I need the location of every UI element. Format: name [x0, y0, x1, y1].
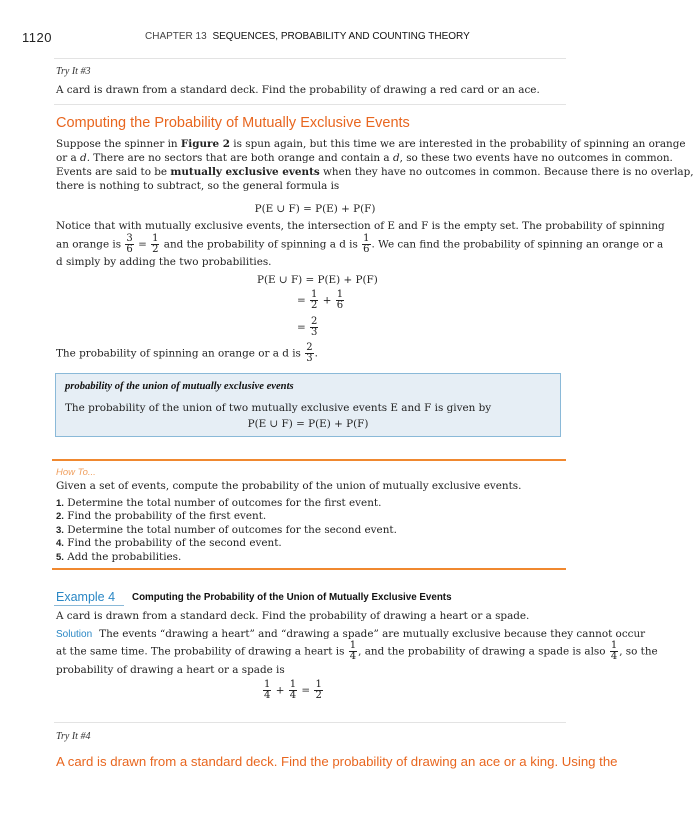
how-to-bottom-rule — [52, 568, 566, 570]
how-to-intro: Given a set of events, compute the probability of the union of mutually exclusive events. — [56, 480, 522, 492]
solution-line-3: probability of drawing a heart or a spade is — [56, 664, 285, 676]
denominator: 3 — [311, 327, 318, 338]
example-problem: A card is drawn from a standard deck. Find the probability of drawing a heart or a spade. — [56, 610, 530, 622]
numerator: 2 — [306, 342, 313, 353]
how-to-steps — [56, 497, 397, 564]
numerator: 1 — [264, 679, 271, 690]
numerator: 2 — [311, 316, 318, 327]
conclusion — [56, 343, 318, 364]
how-to-step: 1. Determine the total number of outcomes for the first event. — [56, 497, 382, 509]
how-to-top-rule — [52, 459, 566, 461]
solution-label: Solution — [56, 629, 93, 640]
definition-title: probability of the union of mutually exclusive events — [65, 381, 294, 392]
denominator: 3 — [306, 353, 313, 364]
equals-sign: = — [297, 294, 306, 307]
definition-box — [55, 373, 561, 437]
denominator: 4 — [289, 690, 297, 701]
paragraph-2-line1: Notice that with mutually exclusive events, the intersection of E and F is the empty set. The probability of spinning — [56, 220, 665, 232]
numerator: 1 — [363, 233, 370, 244]
fraction-2-3 — [305, 343, 313, 364]
paragraph-2-line2 — [56, 234, 663, 255]
text: , so the — [619, 645, 658, 658]
try-it-4-text: A card is drawn from a standard deck. Find the probability of drawing an ace or a king. Using the — [56, 754, 618, 769]
text: . — [314, 347, 318, 360]
numerator: 1 — [349, 640, 357, 651]
how-to-step: 4. Find the probability of the second event. — [56, 537, 282, 550]
equation-line-3 — [297, 317, 319, 338]
section-paragraph-1: Suppose the spinner in Figure 2 is spun again, but this time we are interested in the probability of spinning an orange or a d. There are no sectors that are both orange and contain a d, so these two events have no outcomes in common. Events are said to be mutually exclusive events when they have no outcomes in common. Because there is no overlap, there is nothing to subtract, so the general formula is — [56, 138, 694, 192]
fraction-1-6 — [362, 234, 370, 255]
example-label: Example 4 — [56, 590, 116, 604]
equation-line-2 — [297, 290, 345, 311]
fraction-3-6 — [125, 234, 133, 255]
how-to-label: How To... — [56, 467, 96, 478]
fraction-2-3 — [310, 317, 318, 338]
chapter-prefix: CHAPTER 13 — [145, 31, 207, 42]
denominator: 2 — [315, 690, 322, 701]
numerator: 1 — [152, 233, 159, 244]
denominator: 6 — [126, 244, 133, 255]
formula-union: P(E ∪ F) = P(E) + P(F) — [254, 203, 376, 215]
fraction-1-4 — [289, 680, 297, 701]
plus-sign: + — [275, 684, 285, 697]
running-header — [145, 31, 470, 42]
numerator: 1 — [315, 679, 322, 690]
text: The events “drawing a heart” and “drawing a spade” are mutually exclusive because they cannot occur — [99, 628, 646, 640]
section-heading: Computing the Probability of Mutually Exclusive Events — [56, 115, 410, 131]
numerator: 1 — [311, 289, 318, 300]
text: , and the probability of drawing a spade is also — [358, 645, 606, 658]
numerator: 1 — [610, 640, 618, 651]
text: at the same time. The probability of drawing a heart is — [56, 645, 345, 658]
divider — [54, 58, 566, 59]
definition-formula: P(E ∪ F) = P(E) + P(F) — [247, 418, 369, 430]
how-to-step: 2. Find the probability of the first event. — [56, 510, 267, 523]
solution-line-2 — [56, 641, 658, 662]
text: The probability of spinning an orange or a d is — [56, 347, 301, 360]
denominator: 2 — [311, 300, 318, 311]
example-label-underline — [54, 605, 124, 606]
numerator: 1 — [289, 679, 297, 690]
plus-sign: + — [322, 294, 332, 307]
fraction-1-4 — [349, 641, 357, 662]
try-it-3-label: Try It #3 — [56, 66, 91, 77]
try-it-3-text: A card is drawn from a standard deck. Find the probability of drawing a red card or an ace. — [56, 84, 540, 96]
definition-text: The probability of the union of two mutually exclusive events E and F is given by — [65, 402, 492, 414]
denominator: 2 — [152, 244, 159, 255]
fraction-1-2 — [310, 290, 318, 311]
denominator: 4 — [610, 651, 618, 662]
text: and the probability of spinning a d is — [163, 238, 358, 251]
equals-sign: = — [297, 321, 306, 334]
page-number: 1120 — [22, 30, 52, 45]
divider — [54, 104, 566, 105]
denominator: 4 — [349, 651, 357, 662]
paragraph-2-line3: d simply by adding the two probabilities. — [56, 256, 272, 268]
denominator: 6 — [336, 300, 344, 311]
chapter-title: SEQUENCES, PROBABILITY AND COUNTING THEORY — [212, 31, 470, 42]
equation-line-1: P(E ∪ F) = P(E) + P(F) — [257, 274, 378, 286]
fraction-1-6 — [336, 290, 344, 311]
try-it-4-label: Try It #4 — [56, 731, 91, 742]
equals-sign: = — [301, 684, 311, 697]
text: . We can find the probability of spinning an orange or a — [371, 238, 664, 251]
numerator: 3 — [126, 233, 133, 244]
fraction-1-2 — [151, 234, 159, 255]
numerator: 1 — [336, 289, 344, 300]
denominator: 6 — [363, 244, 370, 255]
how-to-step: 5. Add the probabilities. — [56, 550, 182, 563]
denominator: 4 — [264, 690, 271, 701]
how-to-step: 3. Determine the total number of outcomes for the second event. — [56, 523, 397, 536]
text: an orange is — [56, 238, 122, 251]
fraction-1-2 — [314, 680, 322, 701]
fraction-1-4 — [610, 641, 618, 662]
example-title: Computing the Probability of the Union of Mutually Exclusive Events — [132, 592, 452, 603]
para1-line4: there is nothing to subtract, so the general formula is — [56, 180, 340, 192]
fraction-1-4 — [263, 680, 271, 701]
divider — [54, 722, 566, 723]
equals-sign: = — [138, 238, 147, 251]
solution-equation — [262, 680, 324, 701]
